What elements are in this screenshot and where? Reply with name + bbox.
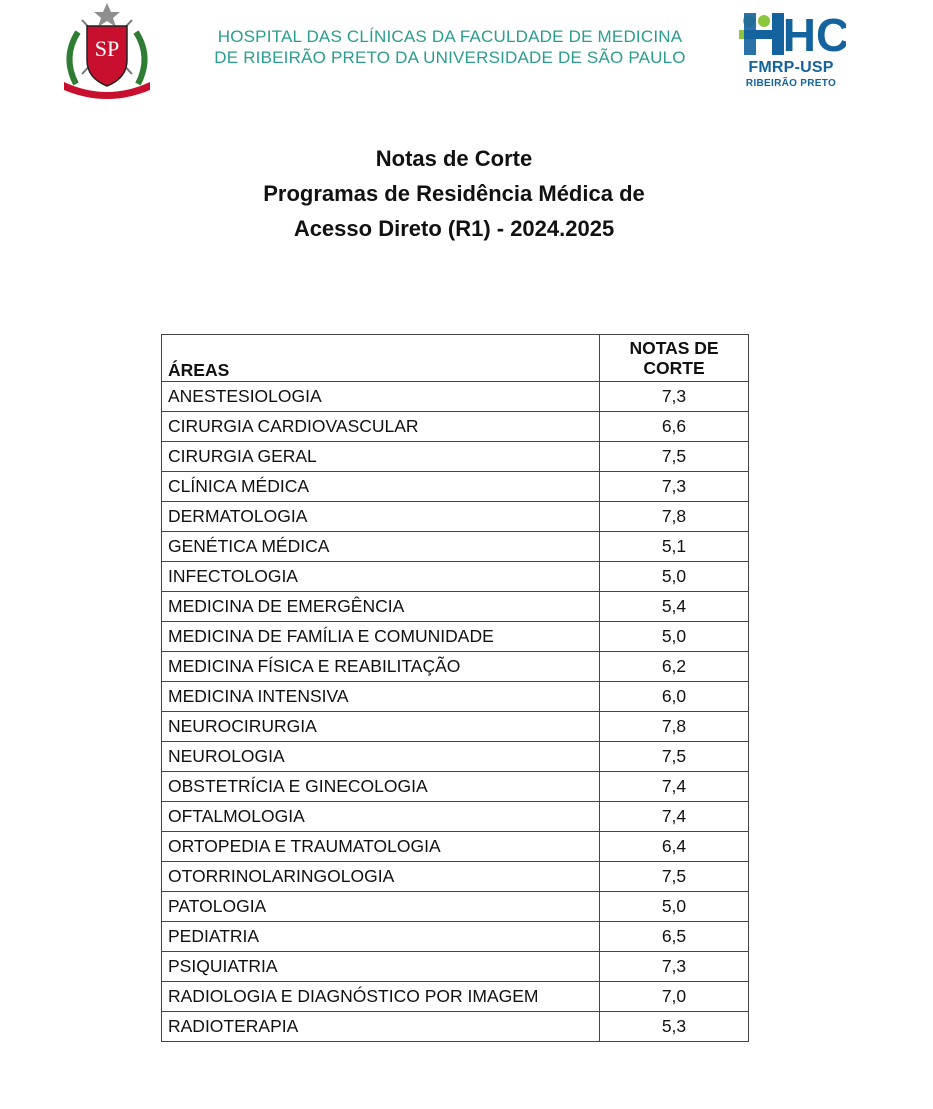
table-row (162, 382, 749, 412)
cutoff-grade: 5,0 (600, 562, 749, 592)
hc-logo-city: RIBEIRÃO PRETO (745, 78, 837, 89)
hc-logo-subtitle: FMRP-USP (748, 59, 834, 76)
hc-logo-mark (736, 10, 846, 58)
area-name: PSIQUIATRIA (162, 952, 600, 982)
table-row (162, 442, 749, 472)
area-name: MEDICINA INTENSIVA (162, 682, 600, 712)
table-row (162, 622, 749, 652)
table-row (162, 832, 749, 862)
area-name: DERMATOLOGIA (162, 502, 600, 532)
area-name: ANESTESIOLOGIA (162, 382, 600, 412)
header-cutoff-grades (600, 335, 749, 382)
cutoff-grade: 6,6 (600, 412, 749, 442)
hospital-name (170, 26, 730, 68)
cutoff-grade: 7,3 (600, 382, 749, 412)
table-row (162, 502, 749, 532)
area-name: CIRURGIA GERAL (162, 442, 600, 472)
header-areas: ÁREAS (162, 335, 600, 382)
cutoff-grade: 7,5 (600, 862, 749, 892)
area-name: MEDICINA DE FAMÍLIA E COMUNIDADE (162, 622, 600, 652)
header-grade-line-2: CORTE (643, 358, 705, 378)
table-row (162, 862, 749, 892)
cutoff-grade: 7,4 (600, 772, 749, 802)
title-line-1: Notas de Corte (375, 146, 533, 171)
cutoff-grade: 7,5 (600, 442, 749, 472)
header-grade-line-1: NOTAS DE (629, 338, 719, 358)
cutoff-grade: 6,5 (600, 922, 749, 952)
hospital-name-line-1: HOSPITAL DAS CLÍNICAS DA FACULDADE DE MEDICINA (217, 27, 683, 46)
document-header (0, 0, 933, 110)
table-row (162, 562, 749, 592)
sp-logo-letters: SP (94, 36, 120, 61)
table-row (162, 532, 749, 562)
table-row (162, 742, 749, 772)
area-name: PEDIATRIA (162, 922, 600, 952)
hospital-name-line-2: DE RIBEIRÃO PRETO DA UNIVERSIDADE DE SÃO PAULO (214, 48, 686, 67)
area-name: RADIOTERAPIA (162, 1012, 600, 1042)
area-name: NEUROLOGIA (162, 742, 600, 772)
area-name: MEDICINA FÍSICA E REABILITAÇÃO (162, 652, 600, 682)
area-name: PATOLOGIA (162, 892, 600, 922)
table-row (162, 952, 749, 982)
area-name: ORTOPEDIA E TRAUMATOLOGIA (162, 832, 600, 862)
cutoff-grades-table (161, 334, 749, 1042)
area-name: RADIOLOGIA E DIAGNÓSTICO POR IMAGEM (162, 982, 600, 1012)
area-name: OBSTETRÍCIA E GINECOLOGIA (162, 772, 600, 802)
table-row (162, 682, 749, 712)
cutoff-grade: 7,8 (600, 502, 749, 532)
area-name: CLÍNICA MÉDICA (162, 472, 600, 502)
cutoff-grade: 5,4 (600, 592, 749, 622)
cutoff-grade: 5,1 (600, 532, 749, 562)
hc-logo-letters: HC (782, 10, 846, 58)
table-row (162, 892, 749, 922)
cutoff-grade: 6,0 (600, 682, 749, 712)
area-name: NEUROCIRURGIA (162, 712, 600, 742)
sao-paulo-coat-of-arms-logo (56, 2, 158, 104)
table-row (162, 652, 749, 682)
cutoff-grade: 5,0 (600, 622, 749, 652)
cutoff-grade: 7,0 (600, 982, 749, 1012)
table-row (162, 982, 749, 1012)
area-name: INFECTOLOGIA (162, 562, 600, 592)
cutoff-grade: 7,5 (600, 742, 749, 772)
title-line-2: Programas de Residência Médica de (263, 181, 645, 206)
table-row (162, 412, 749, 442)
area-name: OFTALMOLOGIA (162, 802, 600, 832)
cutoff-grade: 6,2 (600, 652, 749, 682)
cutoff-grade: 6,4 (600, 832, 749, 862)
table-row (162, 772, 749, 802)
cutoff-grade: 7,3 (600, 472, 749, 502)
cutoff-grade: 5,3 (600, 1012, 749, 1042)
area-name: GENÉTICA MÉDICA (162, 532, 600, 562)
area-name: CIRURGIA CARDIOVASCULAR (162, 412, 600, 442)
table-row (162, 472, 749, 502)
cutoff-grade: 5,0 (600, 892, 749, 922)
table-row (162, 712, 749, 742)
table-row (162, 592, 749, 622)
cutoff-grade: 7,8 (600, 712, 749, 742)
cutoff-grade: 7,4 (600, 802, 749, 832)
area-name: MEDICINA DE EMERGÊNCIA (162, 592, 600, 622)
table-row (162, 922, 749, 952)
table-header-row (162, 335, 749, 382)
table-row (162, 802, 749, 832)
hc-fmrp-usp-logo (736, 10, 846, 92)
area-name: OTORRINOLARINGOLOGIA (162, 862, 600, 892)
document-title (0, 141, 908, 246)
table-body (162, 382, 749, 1042)
cutoff-grade: 7,3 (600, 952, 749, 982)
title-line-3: Acesso Direto (R1) - 2024.2025 (293, 216, 615, 241)
table-row (162, 1012, 749, 1042)
